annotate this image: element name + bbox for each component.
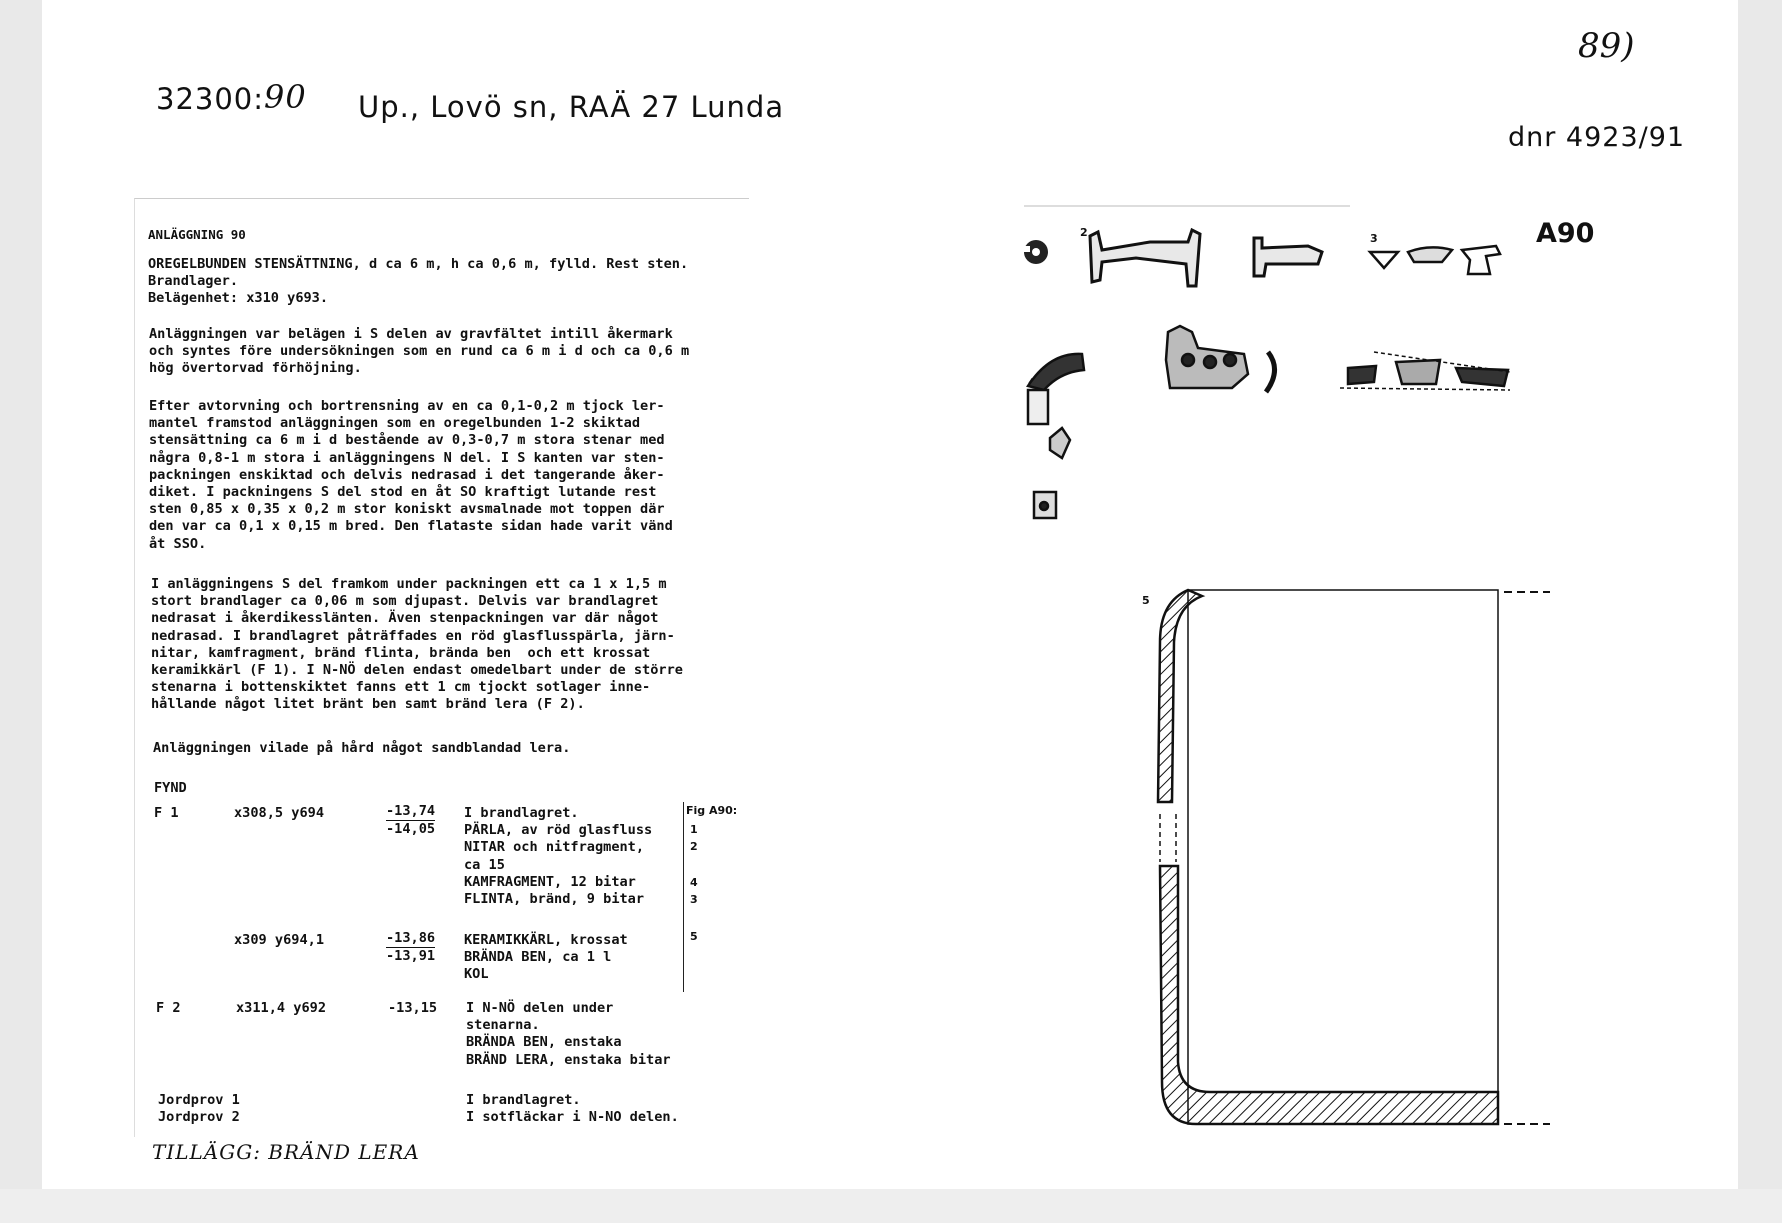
fig-ref: 5 [690,930,698,943]
find-f1-b-depth-bottom: -13,91 [386,948,436,964]
find-f1-a-coord: x308,5 y694 [234,805,325,821]
figure-number: 5 [1142,594,1150,607]
find-f2-depth: -13,15 [388,1000,438,1016]
find-f1-id: F 1 [154,805,179,821]
scan-left-edge [0,0,42,1223]
rivet-drawing [1090,230,1322,286]
fig-ref: 3 [690,893,698,906]
figure-number: 2 [1080,226,1088,239]
find-f1-b-depth-top: -13,86 [386,930,435,948]
handwritten-addition: TILLÄGG: BRÄND LERA [152,1140,420,1164]
find-f1-a-depth-bottom: -14,05 [386,821,436,837]
registration-number: dnr 4923/91 [1508,122,1686,153]
soil-sample-labels: Jordprov 1 Jordprov 2 [158,1092,240,1126]
find-f2-coord: x311,4 y692 [236,1000,327,1016]
report-paragraph-1: Anläggningen var belägen i S delen av gravfältet intill åkermark och syntes före undersökningen som en rund ca 6 m i d och ca 0,6 m hög övertorvad förhöjning. [149,326,690,377]
report-type-line: OREGELBUNDEN STENSÄTTNING, d ca 6 m, h ca 0,6 m, fylld. Rest sten. [148,256,689,272]
find-f1-a-items: I brandlagret. PÄRLA, av röd glasfluss NITAR och nitfragment, ca 15 KAMFRAGMENT, 12 bitar FLINTA, bränd, 9 bitar [464,805,653,908]
site-name: Up., Lovö sn, RAÄ 27 Lunda [358,90,785,124]
find-f2-id: F 2 [156,1000,181,1016]
fig-ref: 1 [690,823,698,836]
flint-drawing [1370,246,1500,274]
bead-drawing [1022,240,1048,264]
soil-sample-notes: I brandlagret. I sotfläckar i N-NO delen. [466,1092,679,1126]
page-mark: 89) [1578,26,1635,66]
fig-column-rule [683,802,684,992]
catalog-number: 32300: [156,82,265,116]
find-f2-items: I N-NÖ delen under stenarna. BRÄNDA BEN, enstaka BRÄND LERA, enstaka bitar [466,1000,671,1068]
find-f1-b-coord: x309 y694,1 [234,932,325,948]
find-f1-b-items: KERAMIKKÄRL, krossat BRÄNDA BEN, ca 1 l KOL [464,932,628,983]
figure-number: 3 [1370,232,1378,245]
artefact-drawings [1010,202,1610,1142]
fig-ref: 2 [690,840,698,853]
find-f1-a-depth-top: -13,74 [386,803,435,821]
report-paragraph-4: Anläggningen vilade på hård något sandblandad lera. [153,740,571,756]
scan-right-edge [1738,0,1782,1223]
fig-column-header: Fig A90: [686,804,738,817]
finds-title: FYND [154,780,187,796]
report-paragraph-3: I anläggningens S del framkom under packningen ett ca 1 x 1,5 m stort brandlager ca 0,06 m som djupast. Delvis var brandlagret nedrasat i åkerdikesslänten. Även stenpackningen var där något nedrasad. I brandlagret påträffades en röd glasflusspärla, järn- nitar, kamfragment, bränd flinta, brända ben och ett krossat keramikkärl (F 1). I N-NÖ delen endast omedelbart under de större stenarna i bottenskiktet fanns ett 1 cm tjockt sotlager inne- hållande något litet bränt ben samt bränd lera (F 2). [151,576,683,713]
comb-fragments-drawing [1028,326,1510,518]
scan-bottom-edge [0,1189,1782,1223]
figure-label: A90 [1536,218,1595,249]
report-location: Belägenhet: x310 y693. [148,290,329,306]
catalog-handwritten-number: 90 [264,78,307,116]
report-type-line2: Brandlager. [148,273,239,289]
report-paragraph-2: Efter avtorvning och bortrensning av en ca 0,1-0,2 m tjock ler- mantel framstod anläggningen som en oregelbunden 1-2 skiktad stensättning ca 6 m i d bestående av 0,3-0,7 m stora stenar med några 0,8-1 m stora i anläggningens N del. I S kanten var sten- packningen enskiktad och delvis nedrasad i det tangerande åker- diket. I packningens S del stod en åt SO kraftigt lutande rest sten 0,85 x 0,35 x 0,2 m stor koniskt avsmalnade mot toppen där den var ca 0,1 x 0,15 m bred. Den flataste sidan hade varit vänd åt SSO. [149,398,673,552]
fig-ref: 4 [690,876,698,889]
report-title: ANLÄGGNING 90 [148,227,246,242]
pottery-profile-drawing [1158,590,1550,1124]
